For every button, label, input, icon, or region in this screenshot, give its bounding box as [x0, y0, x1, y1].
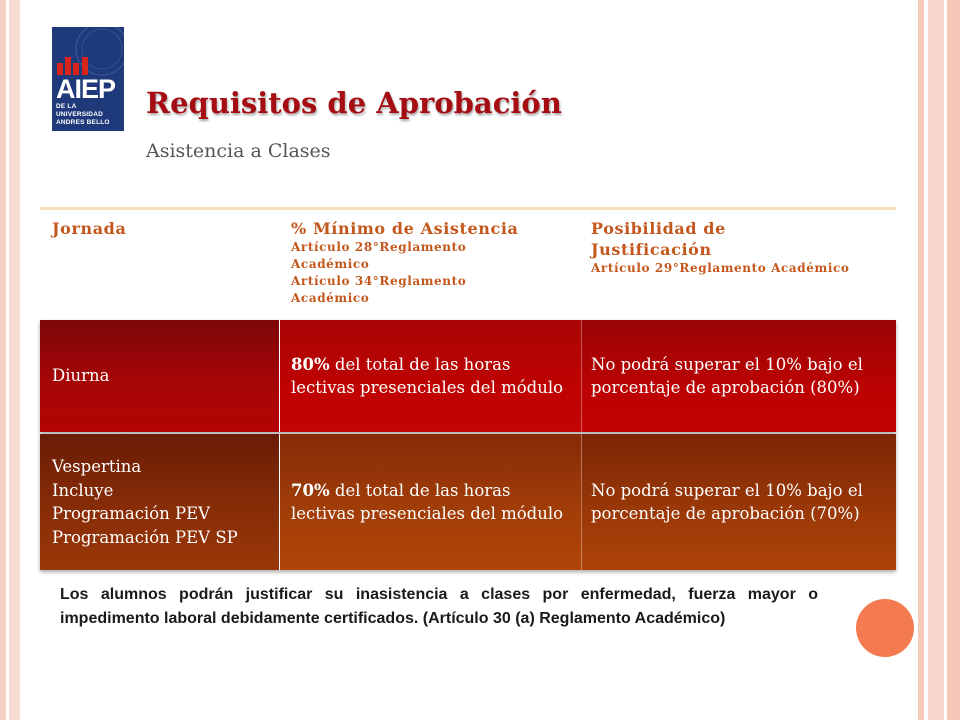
minimo-text: del total de las horas lectivas presenciales del módulo	[291, 354, 564, 397]
slide-subtitle: Asistencia a Clases	[146, 140, 331, 162]
cell-jornada	[40, 434, 279, 570]
minimo-percent: 70%	[291, 480, 330, 500]
decorative-circle	[856, 599, 914, 657]
minimo-percent: 80%	[291, 354, 330, 374]
cell-jornada	[40, 320, 279, 432]
slide-title: Requisitos de Aprobación	[146, 86, 562, 120]
header-title: Posibilidad de Justificación	[591, 219, 726, 259]
attendance-table	[40, 207, 896, 573]
column-divider	[581, 320, 582, 432]
cell-justificacion	[581, 320, 896, 432]
slide-frame-right	[918, 0, 960, 720]
header-minimo-asistencia	[291, 218, 571, 307]
table-row-diurna	[40, 320, 896, 432]
column-divider	[581, 434, 582, 570]
minimo-text: del total de las horas lectivas presenciales del módulo	[291, 480, 564, 523]
header-subtitle: Artículo 28°Reglamento Académico	[291, 240, 467, 271]
column-divider	[279, 320, 280, 432]
logo-line1: DE LA UNIVERSIDAD	[56, 103, 103, 118]
header-title: % Mínimo de Asistencia	[291, 219, 519, 238]
cell-minimo	[280, 320, 582, 432]
cell-justificacion	[581, 434, 896, 570]
footnote-text: Los alumnos podrán justificar su inasistencia a clases por enfermedad, fuerza mayor o impedimento laboral debidamente certificados. (Artículo 30 (a) Reglamento Académico)	[60, 586, 818, 627]
jornada-line: Programación PEV	[52, 504, 211, 523]
table-row-vespertina	[40, 434, 896, 570]
table-header	[40, 207, 896, 323]
jornada-line: Vespertina	[52, 457, 142, 476]
justificacion-text: No podrá superar el 10% bajo el porcentaje de aprobación (80%)	[591, 354, 863, 397]
logo-brand: AIEP	[56, 74, 116, 104]
header-subtitle: Artículo 34°Reglamento Académico	[291, 274, 467, 305]
slide-frame-left	[0, 0, 20, 720]
justificacion-text: No podrá superar el 10% bajo el porcentaje de aprobación (70%)	[591, 480, 863, 523]
jornada-line: Programación PEV SP	[52, 527, 238, 547]
header-subtitle: Artículo 29°Reglamento Académico	[591, 261, 850, 275]
header-jornada	[52, 218, 272, 239]
header-title: Jornada	[52, 219, 127, 238]
header-justificacion	[591, 218, 891, 277]
jornada-line: Incluye	[52, 480, 114, 500]
logo-line2: ANDRES BELLO	[56, 119, 110, 126]
jornada-line: Diurna	[52, 366, 110, 386]
column-divider	[279, 434, 280, 570]
aiep-logo	[52, 27, 124, 131]
cell-minimo	[280, 434, 582, 570]
